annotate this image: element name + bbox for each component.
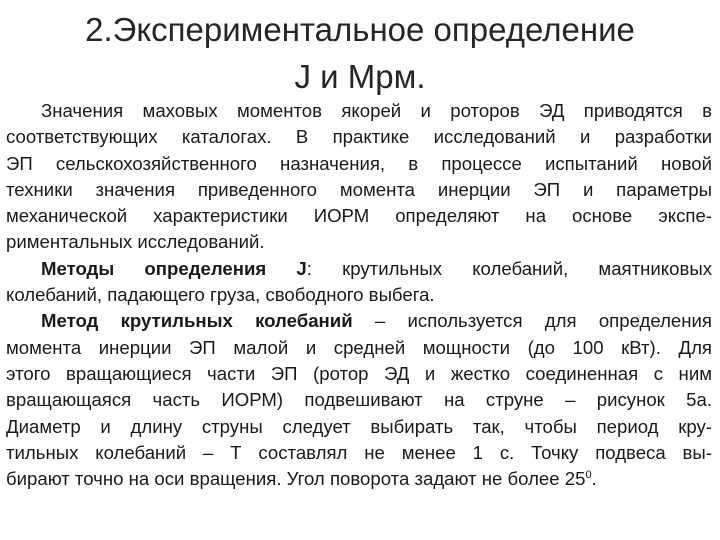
paragraph-1 <box>6 98 712 256</box>
superscript: 0 <box>585 468 592 481</box>
title-line-2: J и Мрм. <box>294 58 426 95</box>
body-text <box>6 98 712 492</box>
text-line: соответствующих каталогах. В практике исследований и разработки <box>6 126 712 148</box>
text-line: вращающаяся часть ИОРМ) подвешивают на струне – рисунок 5а. <box>6 389 712 411</box>
paragraph-2 <box>6 256 712 309</box>
text-run: : крутильных колебаний, маятниковых <box>306 257 713 279</box>
text-line: механической характеристики ИОРМ определяют на основе экспе- <box>6 205 712 227</box>
page-title <box>0 6 720 100</box>
paragraph-3 <box>6 308 712 492</box>
text-run: бирают точно на оси вращения. Угол поворота задают не более 25 <box>6 468 586 490</box>
text-line <box>6 256 712 282</box>
text-line: Значения маховых моментов якорей и роторов ЭД приводятся в <box>41 100 712 121</box>
text-run: – используется для определения <box>352 310 712 332</box>
text-line <box>6 308 712 334</box>
text-line: тильных колебаний – Т составлял не менее 1 с. Точку подвеса вы- <box>6 441 712 463</box>
text-line: момента инерции ЭП малой и средней мощности (до 100 кВт). Для <box>6 336 712 358</box>
bold-heading: Метод крутильных колебаний <box>41 310 353 332</box>
text-run: . <box>591 468 597 490</box>
text-line: Диаметр и длину струны следует выбирать так, чтобы период кру- <box>6 415 712 437</box>
text-line <box>6 466 712 492</box>
text-line: ЭП сельскохозяйственного назначения, в процессе испытаний новой <box>6 152 712 174</box>
text-line: этого вращающиеся части ЭП (ротор ЭД и жестко соединенная с ним <box>6 362 712 384</box>
text-line: техники значения приведенного момента инерции ЭП и параметры <box>6 178 712 200</box>
title-line-1: 2.Экспериментальное определение <box>85 11 635 48</box>
bold-heading: Методы определения J <box>41 257 307 279</box>
text-line: риментальных исследований. <box>6 231 265 253</box>
text-line: колебаний, падающего груза, свободного выбега. <box>6 284 435 306</box>
